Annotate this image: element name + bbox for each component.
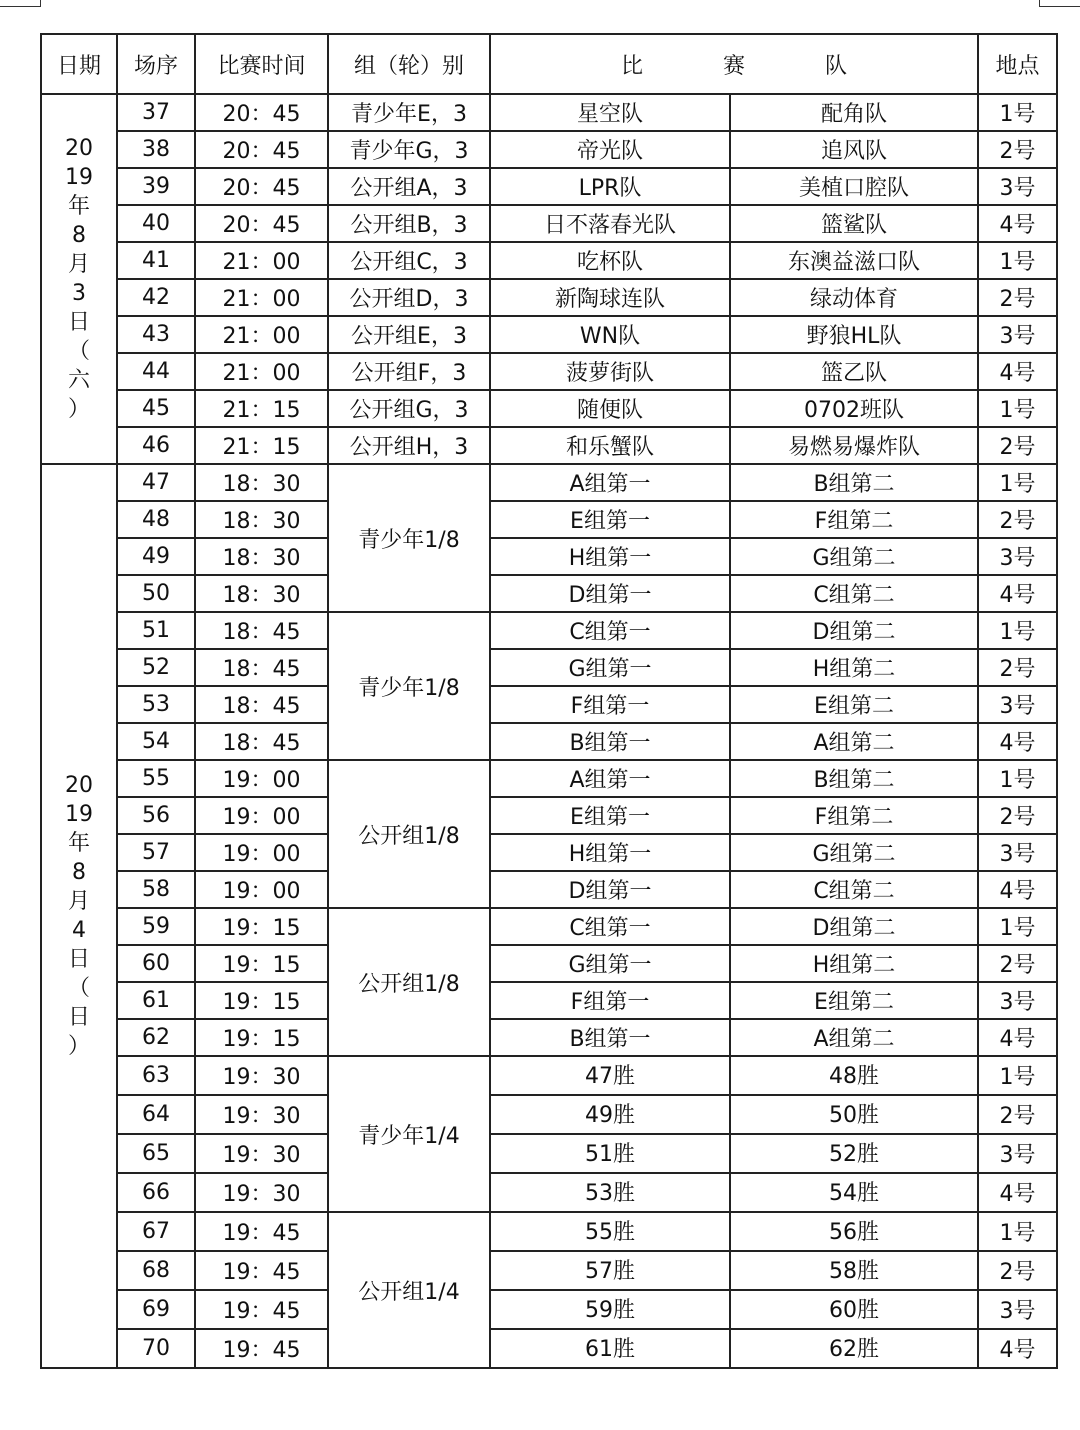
table-row <box>41 1251 1057 1290</box>
match-seq: 42 <box>117 279 195 316</box>
team-a: C组第一 <box>490 612 730 649</box>
team-b: 东澳益滋口队 <box>730 242 978 279</box>
match-venue: 4号 <box>978 1173 1057 1212</box>
team-b: 易燃易爆炸队 <box>730 427 978 464</box>
match-seq: 64 <box>117 1095 195 1134</box>
team-a: D组第一 <box>490 871 730 908</box>
match-time: 19：00 <box>195 797 328 834</box>
date-char: （ <box>67 339 90 364</box>
table-row <box>41 1290 1057 1329</box>
match-time: 19：45 <box>195 1212 328 1251</box>
match-venue: 1号 <box>978 1056 1057 1095</box>
match-group: 公开组A，3 <box>328 168 490 205</box>
corner-mark-left <box>0 0 41 7</box>
team-a: LPR队 <box>490 168 730 205</box>
table-row <box>41 982 1057 1019</box>
table-row <box>41 427 1057 464</box>
match-seq: 59 <box>117 908 195 945</box>
match-venue: 4号 <box>978 871 1057 908</box>
team-a: 吃杯队 <box>490 242 730 279</box>
match-time: 18：45 <box>195 649 328 686</box>
team-b: 60胜 <box>730 1290 978 1329</box>
match-group: 公开组D，3 <box>328 279 490 316</box>
table-row <box>41 1173 1057 1212</box>
team-b: B组第二 <box>730 464 978 501</box>
date-char: 年 <box>67 831 90 856</box>
table-row <box>41 760 1057 797</box>
date-char: 20 <box>65 136 93 161</box>
table-row <box>41 168 1057 205</box>
table-row <box>41 575 1057 612</box>
match-seq: 39 <box>117 168 195 205</box>
team-a: 51胜 <box>490 1134 730 1173</box>
team-a: 和乐蟹队 <box>490 427 730 464</box>
table-row <box>41 1134 1057 1173</box>
match-seq: 40 <box>117 205 195 242</box>
match-seq: 37 <box>117 94 195 131</box>
match-seq: 52 <box>117 649 195 686</box>
match-time: 21：00 <box>195 353 328 390</box>
match-seq: 61 <box>117 982 195 1019</box>
date-char: 19 <box>65 802 93 827</box>
match-time: 19：15 <box>195 908 328 945</box>
team-b: 56胜 <box>730 1212 978 1251</box>
match-venue: 4号 <box>978 1329 1057 1368</box>
team-b: A组第二 <box>730 1019 978 1056</box>
table-row <box>41 649 1057 686</box>
team-a: E组第一 <box>490 501 730 538</box>
match-seq: 50 <box>117 575 195 612</box>
date-char: 年 <box>67 194 90 219</box>
table-row <box>41 464 1057 501</box>
match-group: 公开组1/8 <box>328 760 490 908</box>
table-row <box>41 205 1057 242</box>
match-seq: 67 <box>117 1212 195 1251</box>
table-row <box>41 131 1057 168</box>
match-seq: 41 <box>117 242 195 279</box>
header-seq: 场序 <box>117 34 195 94</box>
match-time: 21：00 <box>195 242 328 279</box>
match-venue: 2号 <box>978 427 1057 464</box>
match-group: 公开组G，3 <box>328 390 490 427</box>
match-time: 19：45 <box>195 1329 328 1368</box>
team-b: 篮鲨队 <box>730 205 978 242</box>
table-row <box>41 723 1057 760</box>
match-time: 18：30 <box>195 501 328 538</box>
match-time: 18：30 <box>195 575 328 612</box>
match-venue: 2号 <box>978 279 1057 316</box>
match-seq: 51 <box>117 612 195 649</box>
team-a: D组第一 <box>490 575 730 612</box>
team-b: D组第二 <box>730 612 978 649</box>
match-venue: 1号 <box>978 760 1057 797</box>
match-venue: 3号 <box>978 316 1057 353</box>
match-seq: 63 <box>117 1056 195 1095</box>
team-b: 0702班队 <box>730 390 978 427</box>
match-venue: 2号 <box>978 1251 1057 1290</box>
match-time: 21：15 <box>195 390 328 427</box>
match-time: 20：45 <box>195 94 328 131</box>
match-seq: 60 <box>117 945 195 982</box>
match-venue: 3号 <box>978 168 1057 205</box>
team-b: 篮乙队 <box>730 353 978 390</box>
match-venue: 2号 <box>978 797 1057 834</box>
match-venue: 1号 <box>978 1212 1057 1251</box>
match-time: 19：30 <box>195 1173 328 1212</box>
match-group: 公开组1/4 <box>328 1212 490 1368</box>
header-teams: 比 赛 队 <box>490 34 978 94</box>
table-row <box>41 1212 1057 1251</box>
match-seq: 68 <box>117 1251 195 1290</box>
match-group: 青少年1/8 <box>328 464 490 612</box>
table-row <box>41 242 1057 279</box>
team-b: F组第二 <box>730 797 978 834</box>
team-b: E组第二 <box>730 982 978 1019</box>
match-time: 20：45 <box>195 168 328 205</box>
match-seq: 47 <box>117 464 195 501</box>
team-b: 配角队 <box>730 94 978 131</box>
match-seq: 53 <box>117 686 195 723</box>
team-a: 55胜 <box>490 1212 730 1251</box>
schedule-table <box>40 33 1058 1369</box>
match-time: 19：15 <box>195 945 328 982</box>
team-a: 星空队 <box>490 94 730 131</box>
table-row <box>41 945 1057 982</box>
table-row <box>41 908 1057 945</box>
match-seq: 54 <box>117 723 195 760</box>
match-time: 18：45 <box>195 723 328 760</box>
team-a: H组第一 <box>490 834 730 871</box>
date-char: 4 <box>72 918 86 943</box>
match-time: 19：30 <box>195 1056 328 1095</box>
team-a: G组第一 <box>490 649 730 686</box>
date-char: 8 <box>72 860 86 885</box>
match-venue: 1号 <box>978 242 1057 279</box>
date-char: 六 <box>67 368 90 393</box>
team-a: E组第一 <box>490 797 730 834</box>
date-char: 月 <box>67 252 90 277</box>
match-seq: 55 <box>117 760 195 797</box>
match-venue: 1号 <box>978 464 1057 501</box>
table-row <box>41 1019 1057 1056</box>
match-seq: 48 <box>117 501 195 538</box>
team-b: B组第二 <box>730 760 978 797</box>
team-a: A组第一 <box>490 464 730 501</box>
table-row <box>41 353 1057 390</box>
match-venue: 2号 <box>978 501 1057 538</box>
match-seq: 49 <box>117 538 195 575</box>
match-group: 公开组1/8 <box>328 908 490 1056</box>
match-time: 19：00 <box>195 760 328 797</box>
team-a: 帝光队 <box>490 131 730 168</box>
match-seq: 43 <box>117 316 195 353</box>
table-row <box>41 834 1057 871</box>
team-a: B组第一 <box>490 723 730 760</box>
team-a: G组第一 <box>490 945 730 982</box>
match-group: 青少年1/8 <box>328 612 490 760</box>
date-char: 日 <box>67 947 90 972</box>
team-a: 49胜 <box>490 1095 730 1134</box>
table-row <box>41 1329 1057 1368</box>
match-time: 19：15 <box>195 982 328 1019</box>
match-seq: 69 <box>117 1290 195 1329</box>
date-char: （ <box>67 976 90 1001</box>
match-venue: 2号 <box>978 131 1057 168</box>
match-group: 公开组C，3 <box>328 242 490 279</box>
table-row <box>41 612 1057 649</box>
corner-mark-right <box>1039 0 1080 7</box>
team-a: F组第一 <box>490 982 730 1019</box>
table-row <box>41 501 1057 538</box>
match-venue: 2号 <box>978 1095 1057 1134</box>
team-b: H组第二 <box>730 945 978 982</box>
match-time: 20：45 <box>195 131 328 168</box>
team-a: WN队 <box>490 316 730 353</box>
match-seq: 38 <box>117 131 195 168</box>
match-venue: 3号 <box>978 982 1057 1019</box>
table-row <box>41 538 1057 575</box>
date-char: 日 <box>67 310 90 335</box>
team-b: C组第二 <box>730 871 978 908</box>
team-a: H组第一 <box>490 538 730 575</box>
team-b: 追风队 <box>730 131 978 168</box>
match-seq: 57 <box>117 834 195 871</box>
match-group: 青少年1/4 <box>328 1056 490 1212</box>
date-cell <box>41 94 117 464</box>
table-row <box>41 1056 1057 1095</box>
match-group: 青少年G，3 <box>328 131 490 168</box>
team-b: G组第二 <box>730 834 978 871</box>
team-a: 59胜 <box>490 1290 730 1329</box>
match-venue: 4号 <box>978 575 1057 612</box>
team-b: 50胜 <box>730 1095 978 1134</box>
table-row <box>41 316 1057 353</box>
team-a: 53胜 <box>490 1173 730 1212</box>
table-row <box>41 1095 1057 1134</box>
team-b: A组第二 <box>730 723 978 760</box>
header-date: 日期 <box>41 34 117 94</box>
table-row <box>41 390 1057 427</box>
match-venue: 4号 <box>978 353 1057 390</box>
match-venue: 3号 <box>978 538 1057 575</box>
match-venue: 3号 <box>978 1290 1057 1329</box>
match-group: 公开组F，3 <box>328 353 490 390</box>
table-row <box>41 686 1057 723</box>
team-b: F组第二 <box>730 501 978 538</box>
match-time: 19：00 <box>195 834 328 871</box>
match-time: 18：30 <box>195 538 328 575</box>
match-seq: 65 <box>117 1134 195 1173</box>
date-char: 3 <box>72 281 86 306</box>
match-time: 20：45 <box>195 205 328 242</box>
table-row <box>41 279 1057 316</box>
match-seq: 45 <box>117 390 195 427</box>
date-char: 日 <box>67 1005 90 1030</box>
match-time: 18：45 <box>195 612 328 649</box>
team-b: 62胜 <box>730 1329 978 1368</box>
match-venue: 1号 <box>978 612 1057 649</box>
match-time: 21：15 <box>195 427 328 464</box>
date-char: 月 <box>67 889 90 914</box>
team-a: C组第一 <box>490 908 730 945</box>
date-char: 19 <box>65 165 93 190</box>
match-group: 公开组E，3 <box>328 316 490 353</box>
match-venue: 4号 <box>978 723 1057 760</box>
match-time: 21：00 <box>195 279 328 316</box>
match-group: 公开组H，3 <box>328 427 490 464</box>
team-a: 菠萝街队 <box>490 353 730 390</box>
match-time: 19：30 <box>195 1134 328 1173</box>
date-cell <box>41 464 117 1368</box>
team-a: 57胜 <box>490 1251 730 1290</box>
team-b: E组第二 <box>730 686 978 723</box>
match-venue: 1号 <box>978 94 1057 131</box>
match-time: 19：15 <box>195 1019 328 1056</box>
match-seq: 66 <box>117 1173 195 1212</box>
match-venue: 1号 <box>978 390 1057 427</box>
match-venue: 3号 <box>978 834 1057 871</box>
team-b: 美植口腔队 <box>730 168 978 205</box>
table-row <box>41 797 1057 834</box>
match-time: 19：45 <box>195 1251 328 1290</box>
team-b: H组第二 <box>730 649 978 686</box>
date-char: 8 <box>72 223 86 248</box>
team-a: 日不落春光队 <box>490 205 730 242</box>
match-venue: 3号 <box>978 686 1057 723</box>
match-seq: 44 <box>117 353 195 390</box>
date-char: 20 <box>65 773 93 798</box>
team-a: 新陶球连队 <box>490 279 730 316</box>
team-a: A组第一 <box>490 760 730 797</box>
match-venue: 1号 <box>978 908 1057 945</box>
match-group: 公开组B，3 <box>328 205 490 242</box>
team-b: 绿动体育 <box>730 279 978 316</box>
table-row <box>41 94 1057 131</box>
match-seq: 58 <box>117 871 195 908</box>
team-b: G组第二 <box>730 538 978 575</box>
team-b: 野狼HL队 <box>730 316 978 353</box>
header-group: 组（轮）别 <box>328 34 490 94</box>
match-venue: 4号 <box>978 1019 1057 1056</box>
team-b: 54胜 <box>730 1173 978 1212</box>
match-venue: 3号 <box>978 1134 1057 1173</box>
match-time: 21：00 <box>195 316 328 353</box>
team-b: 48胜 <box>730 1056 978 1095</box>
match-group: 青少年E，3 <box>328 94 490 131</box>
match-seq: 56 <box>117 797 195 834</box>
header-time: 比赛时间 <box>195 34 328 94</box>
date-char: ） <box>67 1034 90 1059</box>
date-char: ） <box>67 397 90 422</box>
team-b: 52胜 <box>730 1134 978 1173</box>
match-time: 19：00 <box>195 871 328 908</box>
team-a: 随便队 <box>490 390 730 427</box>
match-seq: 46 <box>117 427 195 464</box>
team-a: 61胜 <box>490 1329 730 1368</box>
team-a: F组第一 <box>490 686 730 723</box>
match-time: 19：30 <box>195 1095 328 1134</box>
team-b: C组第二 <box>730 575 978 612</box>
header-row <box>41 34 1057 94</box>
match-time: 18：45 <box>195 686 328 723</box>
match-seq: 70 <box>117 1329 195 1368</box>
team-b: 58胜 <box>730 1251 978 1290</box>
match-time: 18：30 <box>195 464 328 501</box>
header-venue: 地点 <box>978 34 1057 94</box>
team-b: D组第二 <box>730 908 978 945</box>
team-a: B组第一 <box>490 1019 730 1056</box>
match-seq: 62 <box>117 1019 195 1056</box>
match-venue: 2号 <box>978 649 1057 686</box>
match-time: 19：45 <box>195 1290 328 1329</box>
match-venue: 4号 <box>978 205 1057 242</box>
match-venue: 2号 <box>978 945 1057 982</box>
table-row <box>41 871 1057 908</box>
team-a: 47胜 <box>490 1056 730 1095</box>
